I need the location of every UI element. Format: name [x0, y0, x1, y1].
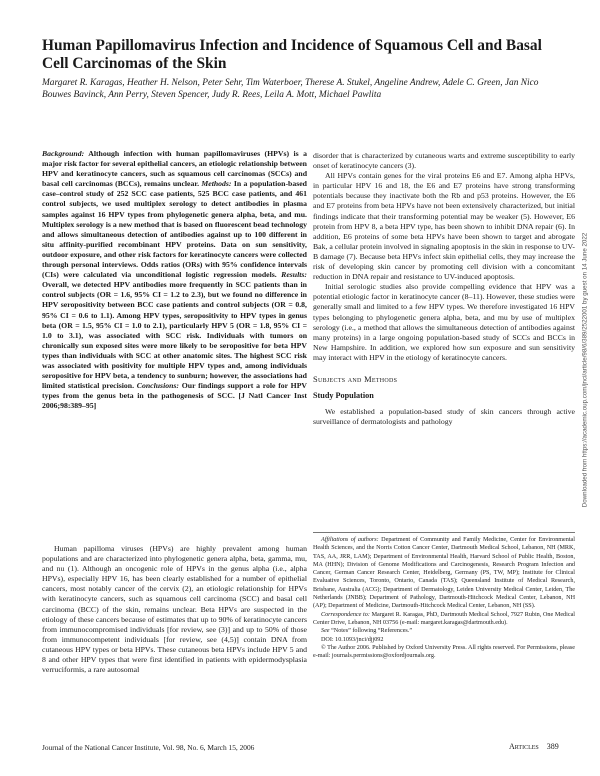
see-notes	[313, 627, 575, 635]
journal-citation: Journal of the National Cancer Institute, Vol. 98, No. 6, March 15, 2006	[42, 743, 255, 752]
intro-paragraph-1: Human papilloma viruses (HPVs) are highly prevalent among human populations and are characterized into phylogenetic genera alpha, beta, gamma, mu, and nu (1). Although an oncogenic role of HPVs in the genus alpha (i.e., alpha HPVs), especially HPV 16, has been clearly established for a number of epithelial cancers, most notably cancer of the cervix (2), an etiologic relationship for HPVs with keratinocyte cancers, such as squamous cell carcinoma (SCC) and basal cell carcinoma (BCC) of the skin, remains unclear. Beta HPVs are suspected in the etiology of these cancers because of estimates that up to 90% of keratinocyte cancers from immunocompromised individuals [for review, see (3)] and up to 50% of those from immunocompetent individuals [for review, see (4,5)] contain DNA from cutaneous HPV types or beta HPVs. These cutaneous beta HPVs include HPV 5 and 8 and other HPV types that were first identified in patients with epidermodysplasia verruciformis, a rare autosomal	[42, 544, 307, 675]
see-label: See	[321, 628, 330, 635]
abstract-background-label: Background:	[42, 149, 85, 158]
abstract-methods-label: Methods:	[201, 179, 232, 189]
affiliations	[313, 536, 575, 611]
abstract-conclusions-label: Conclusions:	[136, 381, 180, 391]
article-title: Human Papillomavirus Infection and Incidence of Squamous Cell and Basal Cell Carcinomas of the Skin	[42, 37, 542, 72]
right-column	[313, 151, 575, 427]
abstract	[42, 149, 307, 411]
correspondence-text: Margaret R. Karagas, PhD, Dartmouth Medical School, 7927 Rubin, One Medical Center Drive, Lebanon, NH 03756 (e-mail: margaret.karagas@dartmouth.edu).	[313, 611, 575, 626]
body-paragraph-0: disorder that is characterized by cutaneous warts and extreme susceptibility to early onset of keratinocyte cancers (3).	[313, 151, 575, 171]
abstract-results: Overall, we detected HPV antibodies more frequently in SCC patients than in control subjects (OR = 1.6, 95% CI = 1.2 to 2.3), but we found no difference in HPV seropositivity between BCC case patients and control subjects (OR = 0.8, 95% CI = 0.6 to 1.1). Among HPV types, seropositivity to HPV types in genus beta (OR = 1.5, 95% CI = 1.0 to 2.1), particularly HPV 5 (OR = 1.8, 95% CI = 1.0 to 3.1), was associated with SCC risk. Individuals with tumors on chronically sun exposed sites were more likely to be seropositive for beta HPV types than individuals with SCC at other anatomic sites. The highest SCC risk was associated with positivity for multiple HPV types and, among individuals seropositive for HPV beta, a tendency to sunburn; however, the associations had limited statistical precision.	[42, 280, 307, 391]
affiliations-label: Affiliations of authors:	[321, 537, 379, 543]
author-list: Margaret R. Karagas, Heather H. Nelson, Peter Sehr, Tim Waterboer, Therese A. Stukel, Angeline Andrew, Adele C. Green, Jan Nico Bouwes Bavinck, Ann Perry, Steven Spencer, Judy R. Rees, Leila A. Mott, Michael Pawlita	[42, 78, 539, 100]
download-note: Downloaded from https://academic.oup.com/jnci/article/98/6/389/2522001 by guest on 14 June 2022	[581, 232, 589, 508]
correspondence	[313, 611, 575, 628]
copyright: © The Author 2006. Published by Oxford University Press. All rights reserved. For Permissions, please e-mail: journals.permissions@oxfordjournals.org.	[313, 644, 575, 660]
abstract-conclusions: Our findings support a role for HPV types from the genus beta in the pathogenesis of SCC. [J Natl Cancer Inst 2006;98:389–95]	[42, 381, 308, 411]
body-paragraph-3: We established a population-based study of skin cancers through active surveillance of dermatologists and pathology	[313, 407, 575, 427]
body-paragraph-2: Initial serologic studies also provide compelling evidence that HPV was a potential etiologic factor in keratinocyte cancer (8–11). However, these studies were generally small and limited to a few HPV types. We therefore investigated 16 HPV types belonging to phylogenetic genera alpha, beta, and mu by use of multiplex serology (i.e., a method that allows the simultaneous detection of antibodies against many proteins) in a large ongoing population-based study of SCCs and BCCs in New Hampshire. In addition, we explored how sun exposure and sun sensitivity may interact with HPV in the etiology of keratinocyte cancers.	[313, 282, 575, 362]
abstract-results-label: Results:	[281, 270, 307, 280]
see-notes-text: “Notes” following “References.”	[331, 628, 413, 635]
affiliations-divider	[313, 532, 575, 533]
body-paragraph-1: All HPVs contain genes for the viral proteins E6 and E7. Among alpha HPVs, in particular HPV 16 and 18, the E6 and E7 proteins have strong transforming potentials because they inactivate both the Rb and p53 proteins. However, the E6 and E7 proteins from beta HPVs have not been extensively characterized, but initial findings indicate that their transforming potential may be weaker (5). However, E6 protein from HPV 8, a beta HPV type, has been shown to inhibit DNA repair (6). In addition, E6 proteins of some beta HPVs have been shown to target and abrogate Bak, a cellular protein involved in signaling apoptosis in the skin in response to UV-B damage (7). Because beta HPVs infect skin epithelial cells, they may increase the risk of developing skin cancer by promoting cell division with a concomitant reduction in DNA repair and resistance to UV-induced apoptosis.	[313, 171, 575, 282]
introduction	[42, 544, 307, 675]
affiliations-block	[313, 536, 575, 660]
abstract-background: Although infection with human papillomaviruses (HPVs) is a major risk factor for several epithelial cancers, an etiologic relationship between HPV and keratinocyte cancers, such as squamous cell carcinomas (SCCs) and basal cell carcinomas (BCCs), remains unclear.	[42, 149, 308, 189]
affiliations-text: Department of Community and Family Medicine, Center for Environmental Health Sciences, and the Norris Cotton Cancer Center, Dartmouth Medical School, Lebanon, NH (MRK, TAS, AA, JRR, LAM); Department of Environmental Health, Harvard School of Public Health, Boston, MA (HHN); Division of Genome Modifications and Carcinogenesis, Research Program Infection and Cancer, German Cancer Research Center, Heidelberg, Germany (PS, TW, MP); Institute for Clinical Evaluative Sciences, Toronto, Ontario, Canada (TAS); Queensland Institute of Medical Research, Brisbane, Australia (ACG); Department of Dermatology, Leiden University Medical Center, Leiden, The Netherlands (JNBB); Department of Pathology, Dartmouth-Hitchcock Medical Center, Lebanon, NH (AP); Department of Medicine, Dartmouth-Hitchcock Medical Center, Lebanon, NH (SS).	[313, 537, 575, 610]
section-heading-methods: Subjects and Methods	[313, 374, 398, 384]
page-number: 389	[546, 742, 559, 751]
page-footer-right	[509, 742, 559, 751]
subsection-heading-study-population: Study Population	[313, 391, 374, 401]
correspondence-label: Correspondence to:	[321, 611, 370, 618]
section-label: Articles	[509, 742, 539, 751]
download-watermark	[579, 140, 591, 600]
abstract-methods: In a population-based case–control study of 252 SCC case patients, 525 BCC case patients, and 461 control subjects, we used multiplex serology to detect antibodies in plasma samples against 16 HPV types from phylogenetic genera alpha, beta, and mu. Multiplex serology is a new method that is based on fluorescent bead technology and allows simultaneous detection of antibodies against up to 100 different in situ affinity-purified recombinant HPV proteins. Data on sun sensitivity, outdoor exposure, and other risk factors for keratinocyte cancers were collected through personal interviews. Odds ratios (ORs) with 95% confidence intervals (CIs) were calculated via unconditional logistic regression models.	[42, 179, 307, 280]
doi: DOI: 10.1093/jnci/djj092	[321, 636, 384, 643]
